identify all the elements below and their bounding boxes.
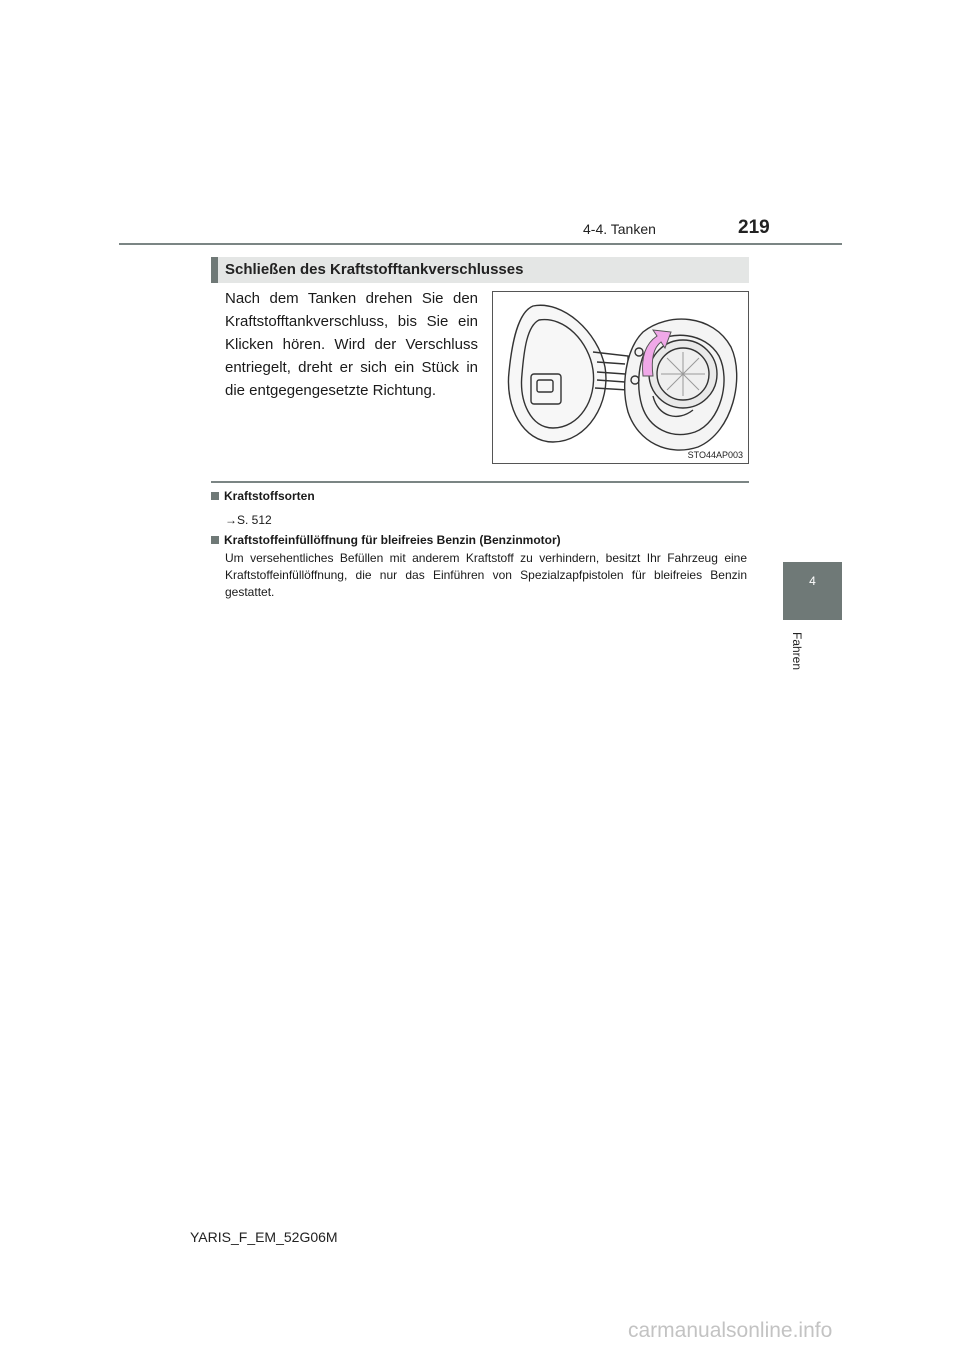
section-paragraph: Nach dem Tanken drehen Sie den Kraftstofftankverschluss, bis Sie ein Klicken hören. Wird der Verschluss entriegelt, dreht er sich ein Stück in die entgegengesetzte Richtung. [225,290,478,399]
chapter-tab-number: 4 [809,574,816,588]
document-id: YARIS_F_EM_52G06M [190,1229,338,1245]
figure-code: STO44AP003 [687,450,743,460]
chapter-tab [783,562,842,620]
bullet-square-icon [211,492,219,500]
header-rule [119,243,842,245]
bullet-square-icon [211,536,219,544]
section-heading-bar [211,257,218,283]
section-divider [211,481,749,483]
page-reference-link[interactable]: →S. 512 [225,513,272,527]
fuel-cap-drawing [493,292,748,463]
fuel-cap-illustration [492,291,749,464]
page-number: 219 [738,217,770,238]
watermark: carmanualsonline.info [628,1319,833,1342]
note-title-unleaded-filler: Kraftstoffeinfüllöffnung für bleifreies Benzin (Benzinmotor) [211,533,561,547]
section-title: Schließen des Kraftstofftankverschlusses [225,261,524,278]
running-header-section: 4-4. Tanken [583,221,656,237]
chapter-tab-label: Fahren [790,632,804,671]
note-title-fuel-types: Kraftstoffsorten [211,489,315,503]
note-body-unleaded-filler: Um versehentliches Befüllen mit anderem Kraftstoff zu verhindern, besitzt Ihr Fahrzeug eine Kraftstoffeinfüllöffnung, die nur das Einführen von Spezialzapfpistolen für bleifreies Benzin gestattet. [225,551,747,599]
